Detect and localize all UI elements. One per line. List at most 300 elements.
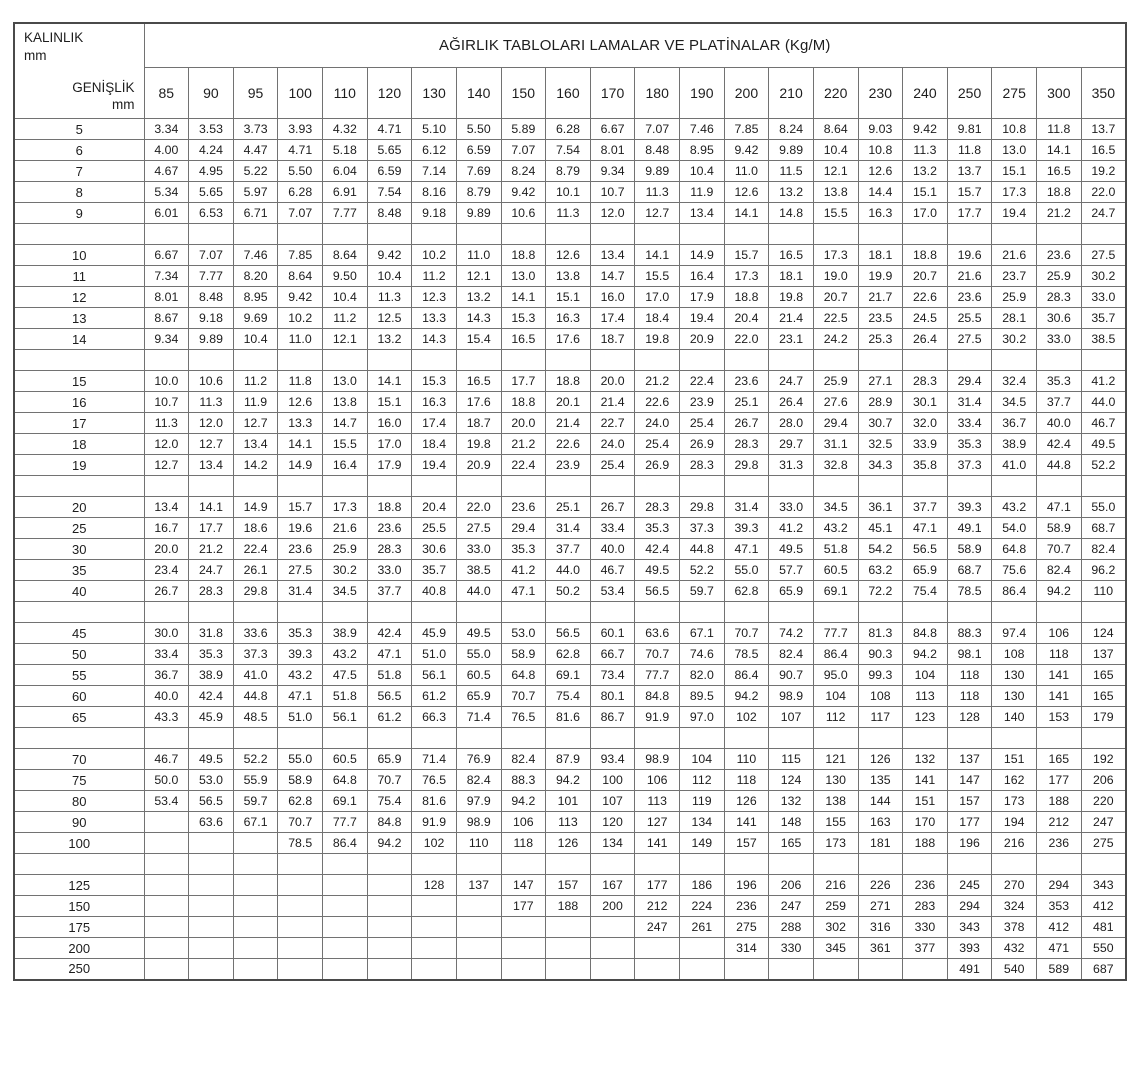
weight-cell: 22.4 [501, 455, 546, 476]
weight-cell: 37.3 [947, 455, 992, 476]
row-header-empty [14, 224, 144, 245]
weight-cell: 162 [992, 770, 1037, 791]
width-label: GENİŞLİK [72, 79, 135, 95]
weight-cell [144, 917, 189, 938]
weight-cell: 42.4 [189, 686, 234, 707]
weight-cell: 102 [724, 707, 769, 728]
weight-cell: 11.0 [724, 161, 769, 182]
weight-cell [724, 854, 769, 875]
weight-cell [1037, 224, 1082, 245]
weight-cell [323, 917, 368, 938]
weight-cell: 66.7 [590, 644, 635, 665]
weight-cell: 6.67 [590, 119, 635, 140]
weight-cell: 130 [813, 770, 858, 791]
weight-cell: 7.69 [456, 161, 501, 182]
weight-cell: 98.1 [947, 644, 992, 665]
weight-cell: 15.1 [367, 392, 412, 413]
weight-cell [992, 350, 1037, 371]
weight-cell [323, 224, 368, 245]
weight-cell: 86.4 [813, 644, 858, 665]
weight-cell: 47.1 [278, 686, 323, 707]
table-row [14, 245, 1126, 266]
weight-cell: 247 [1081, 812, 1126, 833]
weight-cell: 78.5 [724, 644, 769, 665]
weight-cell: 110 [724, 749, 769, 770]
table-row [14, 917, 1126, 938]
weight-cell: 84.8 [635, 686, 680, 707]
table-body [14, 119, 1126, 980]
weight-cell: 13.3 [278, 413, 323, 434]
weight-cell: 46.7 [144, 749, 189, 770]
weight-cell: 17.9 [680, 287, 725, 308]
weight-cell: 9.50 [323, 266, 368, 287]
weight-cell: 15.7 [724, 245, 769, 266]
table-row [14, 791, 1126, 812]
weight-cell: 94.2 [724, 686, 769, 707]
weight-cell [680, 854, 725, 875]
weight-cell: 275 [724, 917, 769, 938]
weight-cell [144, 350, 189, 371]
weight-cell: 44.8 [1037, 455, 1082, 476]
weight-cell: 9.89 [635, 161, 680, 182]
weight-cell [456, 854, 501, 875]
weight-cell [1081, 602, 1126, 623]
weight-cell: 91.9 [635, 707, 680, 728]
row-header-10: 10 [14, 245, 144, 266]
weight-cell: 11.3 [546, 203, 591, 224]
weight-cell [278, 476, 323, 497]
weight-cell: 70.7 [724, 623, 769, 644]
weight-cell: 58.9 [501, 644, 546, 665]
weight-cell [278, 602, 323, 623]
weight-cell: 87.9 [546, 749, 591, 770]
weight-cell: 32.5 [858, 434, 903, 455]
weight-cell: 4.32 [323, 119, 368, 140]
weight-cell: 7.07 [278, 203, 323, 224]
weight-cell [590, 854, 635, 875]
col-header-170: 170 [590, 68, 635, 119]
weight-cell: 15.3 [412, 371, 457, 392]
weight-cell [680, 728, 725, 749]
weight-cell: 38.9 [992, 434, 1037, 455]
weight-cell: 8.01 [144, 287, 189, 308]
weight-cell: 118 [947, 686, 992, 707]
weight-cell: 26.4 [903, 329, 948, 350]
weight-cell: 167 [590, 875, 635, 896]
weight-cell: 71.4 [412, 749, 457, 770]
weight-cell [501, 917, 546, 938]
weight-cell: 8.48 [367, 203, 412, 224]
weight-cell: 14.8 [769, 203, 814, 224]
weight-cell [590, 959, 635, 980]
weight-cell [1081, 476, 1126, 497]
weight-cell: 6.28 [546, 119, 591, 140]
table-title: AĞIRLIK TABLOLARI LAMALAR VE PLATİNALAR (Kg/M) [144, 23, 1126, 68]
weight-cell: 14.9 [278, 455, 323, 476]
weight-cell: 88.3 [501, 770, 546, 791]
weight-cell: 7.54 [546, 140, 591, 161]
col-header-100: 100 [278, 68, 323, 119]
weight-cell [456, 896, 501, 917]
weight-cell [1037, 602, 1082, 623]
weight-cell [144, 854, 189, 875]
weight-cell: 86.7 [590, 707, 635, 728]
weight-cell [546, 602, 591, 623]
weight-cell: 24.0 [635, 413, 680, 434]
weight-cell: 144 [858, 791, 903, 812]
weight-cell: 18.1 [769, 266, 814, 287]
weight-cell: 71.4 [456, 707, 501, 728]
weight-cell: 10.2 [278, 308, 323, 329]
weight-cell: 19.4 [412, 455, 457, 476]
weight-cell [635, 476, 680, 497]
weight-cell [813, 350, 858, 371]
width-axis-label [72, 79, 134, 114]
weight-cell: 16.5 [456, 371, 501, 392]
weight-cell: 4.67 [144, 161, 189, 182]
weight-cell: 101 [546, 791, 591, 812]
weight-cell: 137 [456, 875, 501, 896]
weight-cell: 18.4 [412, 434, 457, 455]
weight-cell: 106 [635, 770, 680, 791]
weight-cell: 27.5 [947, 329, 992, 350]
weight-cell: 19.2 [1081, 161, 1126, 182]
row-header-7: 7 [14, 161, 144, 182]
weight-cell: 40.0 [144, 686, 189, 707]
table-row [14, 392, 1126, 413]
weight-cell [501, 224, 546, 245]
weight-cell: 60.5 [323, 749, 368, 770]
weight-cell: 62.8 [278, 791, 323, 812]
weight-cell [590, 602, 635, 623]
weight-cell: 13.2 [367, 329, 412, 350]
weight-cell: 7.46 [680, 119, 725, 140]
weight-cell: 283 [903, 896, 948, 917]
weight-cell [367, 350, 412, 371]
weight-cell: 7.54 [367, 182, 412, 203]
weight-cell: 19.0 [813, 266, 858, 287]
weight-cell: 192 [1081, 749, 1126, 770]
weight-cell: 12.7 [233, 413, 278, 434]
weight-cell [189, 476, 234, 497]
weight-cell: 55.9 [233, 770, 278, 791]
weight-cell: 68.7 [1081, 518, 1126, 539]
row-header-empty [14, 728, 144, 749]
weight-cell: 10.4 [813, 140, 858, 161]
weight-cell: 21.4 [769, 308, 814, 329]
col-header-130: 130 [412, 68, 457, 119]
weight-cell: 17.3 [992, 182, 1037, 203]
weight-cell: 65.9 [903, 560, 948, 581]
weight-cell: 59.7 [680, 581, 725, 602]
weight-cell: 44.0 [546, 560, 591, 581]
weight-cell: 113 [903, 686, 948, 707]
table-row [14, 938, 1126, 959]
weight-cell [1037, 854, 1082, 875]
weight-cell: 432 [992, 938, 1037, 959]
weight-cell: 48.5 [233, 707, 278, 728]
thickness-label: KALINLIK [24, 30, 84, 45]
weight-cell: 13.4 [189, 455, 234, 476]
weight-cell [456, 917, 501, 938]
weight-cell: 57.7 [769, 560, 814, 581]
weight-cell [769, 224, 814, 245]
weight-cell: 70.7 [635, 644, 680, 665]
weight-cell: 412 [1037, 917, 1082, 938]
weight-cell: 177 [947, 812, 992, 833]
weight-cell [323, 476, 368, 497]
weight-cell: 44.0 [1081, 392, 1126, 413]
weight-cell: 21.2 [501, 434, 546, 455]
weight-cell: 106 [501, 812, 546, 833]
weight-cell: 471 [1037, 938, 1082, 959]
weight-cell: 69.1 [546, 665, 591, 686]
weight-cell: 20.7 [903, 266, 948, 287]
weight-cell: 123 [903, 707, 948, 728]
weight-cell: 50.0 [144, 770, 189, 791]
row-header-30: 30 [14, 539, 144, 560]
table-row [14, 455, 1126, 476]
weight-cell: 35.3 [501, 539, 546, 560]
weight-cell: 130 [992, 665, 1037, 686]
weight-cell [144, 602, 189, 623]
weight-cell: 98.9 [769, 686, 814, 707]
weight-cell: 20.9 [456, 455, 501, 476]
weight-cell: 24.0 [590, 434, 635, 455]
weight-cell [947, 350, 992, 371]
weight-cell [546, 938, 591, 959]
weight-cell: 17.0 [367, 434, 412, 455]
weight-cell: 12.3 [412, 287, 457, 308]
weight-cell [233, 896, 278, 917]
row-header-80: 80 [14, 791, 144, 812]
weight-cell: 6.28 [278, 182, 323, 203]
weight-cell: 51.8 [323, 686, 368, 707]
weight-cell: 3.93 [278, 119, 323, 140]
weight-cell [724, 350, 769, 371]
weight-cell: 8.64 [323, 245, 368, 266]
weight-cell: 7.46 [233, 245, 278, 266]
weight-cell: 76.5 [501, 707, 546, 728]
weight-cell: 39.3 [724, 518, 769, 539]
weight-cell: 33.0 [367, 560, 412, 581]
table-row [14, 203, 1126, 224]
weight-cell: 82.4 [456, 770, 501, 791]
weight-cell: 330 [903, 917, 948, 938]
weight-cell: 11.9 [680, 182, 725, 203]
weight-cell [144, 728, 189, 749]
table-row [14, 371, 1126, 392]
weight-cell: 25.1 [546, 497, 591, 518]
weight-cell [189, 875, 234, 896]
weight-cell: 134 [680, 812, 725, 833]
weight-cell: 42.4 [1037, 434, 1082, 455]
weight-cell [367, 875, 412, 896]
weight-cell: 17.6 [456, 392, 501, 413]
weight-cell: 188 [546, 896, 591, 917]
weight-cell [1081, 854, 1126, 875]
weight-cell [1037, 476, 1082, 497]
weight-cell: 25.4 [635, 434, 680, 455]
weight-cell [947, 224, 992, 245]
weight-cell: 28.3 [367, 539, 412, 560]
weight-cell: 14.2 [233, 455, 278, 476]
weight-cell [769, 602, 814, 623]
weight-cell: 21.6 [323, 518, 368, 539]
weight-cell: 9.42 [903, 119, 948, 140]
weight-cell [813, 602, 858, 623]
weight-cell: 38.9 [189, 665, 234, 686]
corner-header-cell [14, 23, 144, 119]
weight-cell: 163 [858, 812, 903, 833]
weight-cell: 23.6 [278, 539, 323, 560]
weight-cell: 17.7 [189, 518, 234, 539]
weight-cell [546, 350, 591, 371]
weight-cell: 8.20 [233, 266, 278, 287]
weight-cell [189, 959, 234, 980]
weight-cell: 4.71 [278, 140, 323, 161]
weight-cell: 64.8 [992, 539, 1037, 560]
table-row [14, 518, 1126, 539]
weight-cell: 25.5 [412, 518, 457, 539]
weight-cell: 128 [412, 875, 457, 896]
weight-cell: 17.0 [635, 287, 680, 308]
table-row [14, 434, 1126, 455]
weight-cell: 14.3 [412, 329, 457, 350]
weight-cell: 64.8 [323, 770, 368, 791]
weight-cell: 126 [858, 749, 903, 770]
weight-cell [992, 728, 1037, 749]
weight-cell [323, 875, 368, 896]
weight-cell: 19.8 [769, 287, 814, 308]
weight-cell: 9.18 [412, 203, 457, 224]
weight-cell [1081, 350, 1126, 371]
weight-cell: 324 [992, 896, 1037, 917]
weight-cell: 75.4 [367, 791, 412, 812]
weight-cell: 19.4 [992, 203, 1037, 224]
row-header-9: 9 [14, 203, 144, 224]
weight-cell: 28.3 [189, 581, 234, 602]
row-header-60: 60 [14, 686, 144, 707]
weight-cell: 118 [947, 665, 992, 686]
weight-cell: 188 [903, 833, 948, 854]
weight-cell: 9.03 [858, 119, 903, 140]
weight-cell: 37.3 [233, 644, 278, 665]
weight-cell: 8.01 [590, 140, 635, 161]
weight-cell: 7.77 [323, 203, 368, 224]
weight-cell: 49.5 [456, 623, 501, 644]
weight-cell: 4.71 [367, 119, 412, 140]
weight-cell: 14.1 [1037, 140, 1082, 161]
weight-cell [456, 350, 501, 371]
weight-cell: 43.2 [323, 644, 368, 665]
weight-cell: 97.9 [456, 791, 501, 812]
weight-cell: 10.7 [144, 392, 189, 413]
weight-cell [501, 959, 546, 980]
weight-table [13, 22, 1127, 981]
row-header-14: 14 [14, 329, 144, 350]
weight-cell: 481 [1081, 917, 1126, 938]
weight-cell: 148 [769, 812, 814, 833]
weight-cell: 14.1 [635, 245, 680, 266]
weight-cell: 247 [635, 917, 680, 938]
weight-cell: 23.6 [724, 371, 769, 392]
weight-cell: 10.6 [501, 203, 546, 224]
weight-cell: 49.1 [947, 518, 992, 539]
weight-cell: 28.9 [858, 392, 903, 413]
weight-cell: 23.6 [501, 497, 546, 518]
weight-cell: 8.64 [278, 266, 323, 287]
weight-cell [769, 959, 814, 980]
weight-cell: 34.3 [858, 455, 903, 476]
weight-cell: 15.1 [546, 287, 591, 308]
weight-cell: 51.0 [278, 707, 323, 728]
weight-cell: 107 [769, 707, 814, 728]
weight-cell: 23.1 [769, 329, 814, 350]
weight-cell [590, 350, 635, 371]
col-header-160: 160 [546, 68, 591, 119]
weight-cell: 75.6 [992, 560, 1037, 581]
weight-cell: 224 [680, 896, 725, 917]
weight-cell [189, 896, 234, 917]
weight-cell: 271 [858, 896, 903, 917]
weight-cell: 206 [769, 875, 814, 896]
weight-cell [278, 350, 323, 371]
weight-cell: 14.7 [590, 266, 635, 287]
weight-cell: 31.4 [947, 392, 992, 413]
weight-cell: 147 [501, 875, 546, 896]
weight-cell [367, 224, 412, 245]
weight-cell [323, 602, 368, 623]
weight-cell: 43.2 [992, 497, 1037, 518]
weight-cell: 63.6 [635, 623, 680, 644]
weight-cell: 120 [590, 812, 635, 833]
row-header-13: 13 [14, 308, 144, 329]
weight-cell [367, 917, 412, 938]
weight-cell [412, 917, 457, 938]
weight-cell [1037, 728, 1082, 749]
weight-cell: 220 [1081, 791, 1126, 812]
weight-cell: 8.48 [635, 140, 680, 161]
weight-cell: 6.71 [233, 203, 278, 224]
row-header-empty [14, 602, 144, 623]
weight-cell: 24.7 [769, 371, 814, 392]
weight-cell [278, 224, 323, 245]
weight-cell: 119 [680, 791, 725, 812]
weight-cell: 47.1 [367, 644, 412, 665]
row-header-12: 12 [14, 287, 144, 308]
weight-cell [858, 350, 903, 371]
weight-cell [680, 602, 725, 623]
weight-cell: 177 [1037, 770, 1082, 791]
weight-cell: 343 [1081, 875, 1126, 896]
weight-cell [590, 917, 635, 938]
col-header-90: 90 [189, 68, 234, 119]
separator-row [14, 728, 1126, 749]
weight-cell [813, 854, 858, 875]
weight-cell: 5.22 [233, 161, 278, 182]
weight-cell: 118 [1037, 644, 1082, 665]
weight-cell: 94.2 [546, 770, 591, 791]
weight-cell [858, 959, 903, 980]
weight-cell: 153 [1037, 707, 1082, 728]
weight-cell: 9.18 [189, 308, 234, 329]
weight-cell: 14.1 [501, 287, 546, 308]
weight-cell [546, 917, 591, 938]
weight-cell: 288 [769, 917, 814, 938]
weight-cell: 78.5 [947, 581, 992, 602]
weight-cell: 60.1 [590, 623, 635, 644]
